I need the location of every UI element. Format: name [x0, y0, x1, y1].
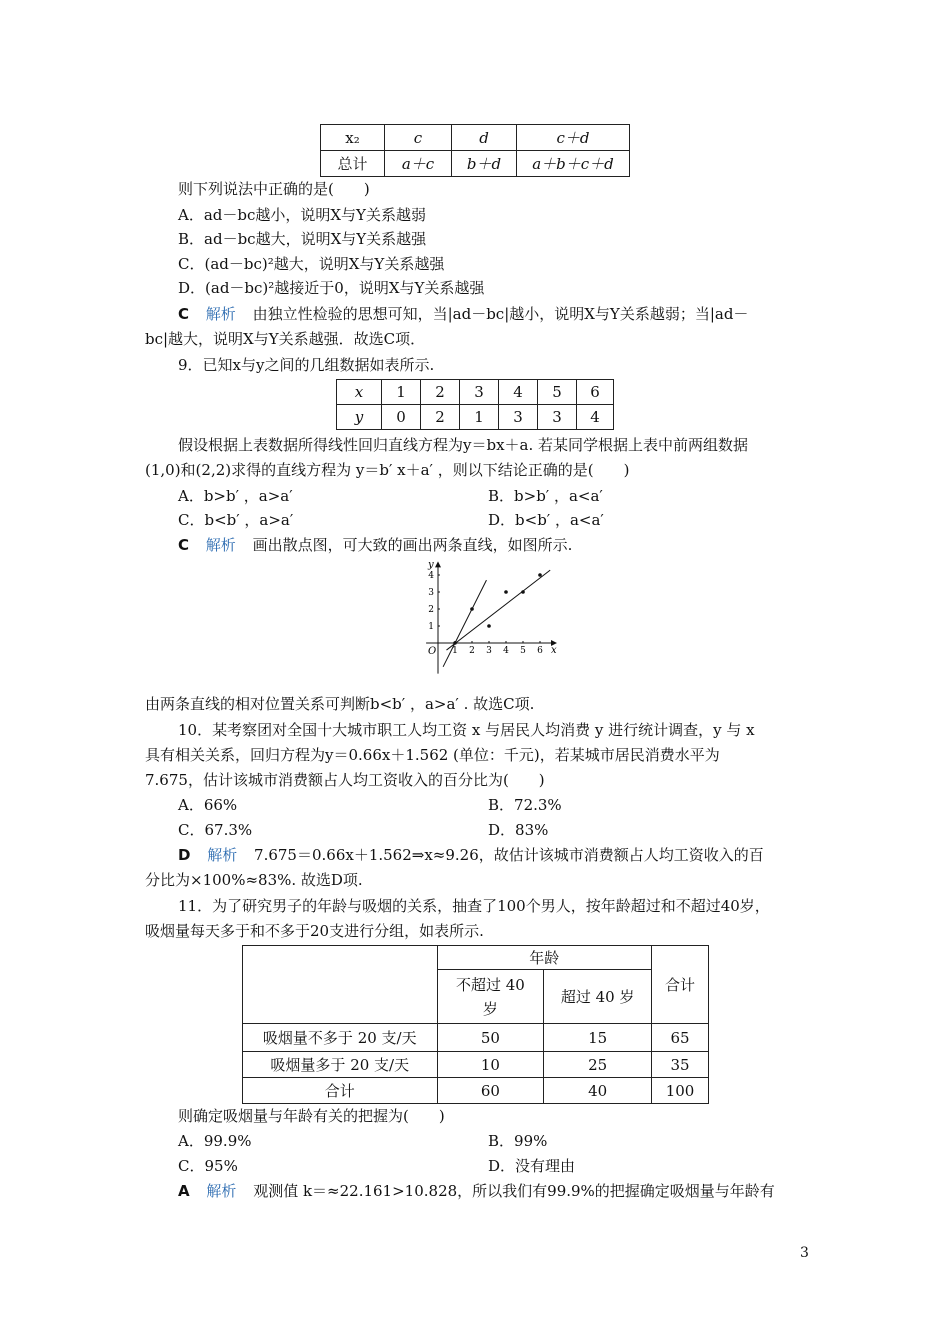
- q11-option-c: C．95%: [178, 1157, 238, 1175]
- row-label: 合计: [243, 1078, 438, 1104]
- cell: a＋c: [385, 151, 452, 177]
- age-header: 年龄: [437, 946, 652, 970]
- q11-answer: A: [178, 1182, 190, 1200]
- cell: 2: [421, 380, 460, 405]
- data-point: [487, 624, 491, 628]
- q11-option-d: D．没有理由: [488, 1157, 576, 1175]
- cell: 3: [499, 405, 538, 430]
- x-tick-label: 3: [486, 646, 492, 656]
- row-label: 吸烟量不多于 20 支/天: [243, 1024, 438, 1052]
- q9-option-d: D．b<b′ ，a<a′: [488, 511, 604, 529]
- q8-option-b: B．ad－bc越大，说明X与Y关系越强: [178, 230, 427, 248]
- q10-text-1: 10．某考察团对全国十大城市职工人均工资 x 与居民人均消费 y 进行统计调查，y 与 x: [178, 721, 755, 739]
- cell: d: [452, 125, 517, 151]
- data-point: [470, 607, 474, 611]
- cell: 10: [437, 1052, 544, 1078]
- q9-tag: 解析: [205, 536, 236, 554]
- q10-text-3: 7.675，估计该城市消费额占人均工资收入的百分比为( ): [145, 771, 545, 789]
- q11-text-2: 吸烟量每天多于和不多于20支进行分组，如表所示.: [145, 922, 484, 940]
- cell: y: [337, 405, 382, 430]
- cell: 6: [577, 380, 614, 405]
- cell: 1: [382, 380, 421, 405]
- page-number: 3: [800, 1245, 809, 1261]
- col-not-over-40-line2: 岁: [482, 999, 498, 1018]
- q10-explain-1: 7.675＝0.66x＋1.562⇒x≈9.26，故估计该城市消费额占人均工资收入的百: [254, 846, 764, 864]
- q9-option-a: A．b>b′ ，a>a′: [178, 487, 293, 505]
- q8-option-a: A．ad－bc越小，说明X与Y关系越弱: [178, 206, 426, 224]
- cell: 0: [382, 405, 421, 430]
- cell: 25: [544, 1052, 652, 1078]
- cell: 2: [421, 405, 460, 430]
- cell: 5: [538, 380, 577, 405]
- cell: 65: [652, 1024, 709, 1052]
- q9-answer: C: [178, 536, 190, 554]
- cell: 4: [577, 405, 614, 430]
- x-tick-label: 2: [469, 646, 475, 656]
- q9-explain-2: 由两条直线的相对位置关系可判断b<b′ ，a>a′ . 故选C项.: [145, 695, 535, 713]
- cell: 40: [544, 1078, 652, 1104]
- q11-stem: 则确定吸烟量与年龄有关的把握为( ): [178, 1107, 445, 1125]
- data-point: [504, 590, 508, 594]
- q8-explain-1: 由独立性检验的思想可知，当|ad－bc|越小，说明X与Y关系越弱；当|ad－: [252, 305, 749, 323]
- y-axis-label: y: [428, 559, 434, 571]
- y-tick-label: 4: [428, 571, 434, 581]
- cell: 4: [499, 380, 538, 405]
- q10-tag: 解析: [207, 846, 238, 864]
- cell: 60: [437, 1078, 544, 1104]
- q9-option-b: B．b>b′ ，a<a′: [488, 487, 603, 505]
- q10-option-c: C．67.3%: [178, 821, 253, 839]
- corner-cell: [243, 946, 438, 1024]
- q9-text-1: 假设根据上表数据所得线性回归直线方程为y＝bx＋a. 若某同学根据上表中前两组数据: [178, 436, 749, 454]
- q10-answer: D: [178, 846, 191, 864]
- row-label: 吸烟量多于 20 支/天: [243, 1052, 438, 1078]
- q8-answer: C: [178, 305, 190, 323]
- q8-explanation: [178, 304, 748, 324]
- y-tick-label: 1: [428, 622, 434, 632]
- cell: 35: [652, 1052, 709, 1078]
- x-tick-label: 1: [452, 646, 458, 656]
- cell: 3: [538, 405, 577, 430]
- origin-label: O: [428, 646, 437, 657]
- q11-contingency-table: [242, 945, 709, 1104]
- x-axis-label: x: [551, 645, 557, 656]
- q10-option-b: B．72.3%: [488, 796, 562, 814]
- q9-stem: 9．已知x与y之间的几组数据如表所示.: [178, 356, 435, 374]
- cell: c＋d: [517, 125, 630, 151]
- q11-tag: 解析: [206, 1182, 237, 1200]
- cell: 3: [460, 380, 499, 405]
- x-tick-label: 4: [503, 646, 509, 656]
- q10-explanation: [178, 845, 764, 865]
- q8-option-d: D．(ad－bc)²越接近于0，说明X与Y关系越强: [178, 279, 485, 297]
- cell: 50: [437, 1024, 544, 1052]
- cell: 1: [460, 405, 499, 430]
- data-point: [453, 641, 457, 645]
- q11-option-b: B．99%: [488, 1132, 548, 1150]
- x-tick-label: 6: [537, 646, 543, 656]
- y-axis-arrow: [435, 561, 441, 567]
- cell: c: [385, 125, 452, 151]
- q11-explanation: [178, 1181, 775, 1201]
- cell: 100: [652, 1078, 709, 1104]
- q8-explain-2: bc|越大，说明X与Y关系越强．故选C项．: [145, 330, 426, 348]
- col-not-over-40: [437, 970, 544, 1024]
- contingency-table-top: [320, 124, 630, 177]
- cell: x₂: [321, 125, 385, 151]
- q9-explanation: [178, 535, 572, 555]
- cell: a＋b＋c＋d: [517, 151, 630, 177]
- q9-data-table: [336, 379, 614, 430]
- scatter-plot: [418, 558, 563, 688]
- col-not-over-40-line1: 不超过 40: [455, 975, 525, 994]
- regression-line: [447, 570, 551, 650]
- cell: b＋d: [452, 151, 517, 177]
- total-header: 合计: [652, 946, 709, 1024]
- q8-tag: 解析: [205, 305, 236, 323]
- y-tick-label: 2: [428, 605, 434, 615]
- q9-option-c: C．b<b′ ，a>a′: [178, 511, 294, 529]
- q9-explain-1: 画出散点图，可大致的画出两条直线，如图所示.: [252, 536, 573, 554]
- q11-text-1: 11．为了研究男子的年龄与吸烟的关系，抽查了100个男人，按年龄超过和不超过40岁，: [178, 897, 770, 915]
- q10-explain-2: 分比为×100%≈83%. 故选D项.: [145, 871, 363, 889]
- q10-text-2: 具有相关关系，回归方程为y＝0.66x＋1.562 (单位：千元)，若某城市居民消费水平为: [145, 746, 720, 764]
- q9-text-2: (1,0)和(2,2)求得的直线方程为 y＝b′ x＋a′ ，则以下结论正确的是( ): [145, 461, 630, 479]
- q8-stem: 则下列说法中正确的是( ): [178, 180, 370, 198]
- q11-explain-1: 观测值 k＝≈22.161>10.828，所以我们有99.9%的把握确定吸烟量与年龄有: [253, 1182, 775, 1200]
- q11-option-a: A．99.9%: [178, 1132, 252, 1150]
- y-tick-label: 3: [428, 588, 434, 598]
- x-tick-label: 5: [520, 646, 526, 656]
- col-over-40: 超过 40 岁: [544, 970, 652, 1024]
- q10-option-a: A．66%: [178, 796, 238, 814]
- cell: 15: [544, 1024, 652, 1052]
- q8-option-c: C．(ad－bc)²越大，说明X与Y关系越强: [178, 255, 445, 273]
- cell: 总计: [321, 151, 385, 177]
- q10-option-d: D．83%: [488, 821, 549, 839]
- data-point: [521, 590, 525, 594]
- data-point: [538, 573, 542, 577]
- line-through-first-two-points: [443, 580, 486, 667]
- cell: x: [337, 380, 382, 405]
